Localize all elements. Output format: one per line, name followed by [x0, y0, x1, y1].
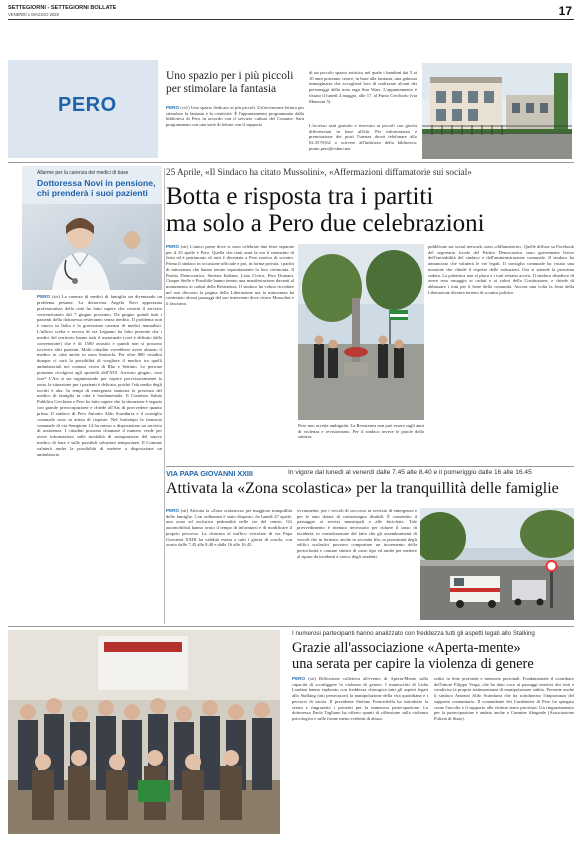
bottom-headline — [292, 640, 574, 672]
main-article-ref: (sir) — [180, 244, 189, 249]
main-article-caption: Pero non accetta ambiguità. La Resistenza non può essere sugli anni di violenza e revisionismo. Per il sindaco invece le parole della sinistra. — [298, 423, 424, 440]
sidebar-headline: Dottoressa Novi in pensione, chi prenderà i suoi pazienti — [37, 178, 156, 198]
masthead-title: SETTEGIORNI - SETTEGIORNI BOLLATE — [8, 5, 117, 11]
sidebar-body — [37, 294, 162, 624]
sidebar-ref: (sir) — [52, 294, 60, 299]
main-article-headline-line1: Botta e risposta tra i partiti — [166, 183, 434, 210]
main-article-kicker: 25 Aprile, «Il Sindaco ha citato Mussolini», «Affermazioni diffamatorie sui social» — [166, 167, 472, 177]
bottom-headline-line1: Grazie all'associazione «Aperta-mente» — [292, 640, 521, 656]
sidebar-text: La carenza di medici di famiglia sta diventando un problema pesante. La dottoressa Angela Novi apprezzata professionista della città ha fatto sapere che cesserà il servizio convenzionato dal 7 giugno prossimo. Da giugno quindi tutti i pazienti della dottoressa resteranno senza medico. Il problema non è nuovo in Italia e la gravissima carenza di medici mutualisti. L'ufficio scelta e revoca di via Legnano ha fatto presente che i medici del territorio hanno tutti il massimale (così è definito dalla convenzione) che è di 1500 assistiti e quindi non si possono iscrivere altri pazienti. Molti cittadini vorrebbero avere almeno il medico in città anche in zona limitrofa. Per oltre 800 cittadini dunque ci sarà la possibilità di scegliere il medico tra quelli ambulatoriali nei comuni vicini di Rho e Settimo. Le persone potranno rivolgersi agli sportelli dell'ATS. Arrivato giugno, cosa fare? L'Ats si sta organizzando per coprire provvisoriamente la zona, la situazione per i pazienti è delicata, poiché l'età media degli iscritti è alta. In tempi di emergenza sanitaria la presenza del medico di famiglia in città è fondamentale. Il Comitato Salute Pubblica Cerchiate e Pero ha fatto sapere che la situazione è seguita con grande preoccupazione e chiede all'Ats di provvedere quanto prima. Il sindaco di Pero Antonio Aldo Scandurra e il consiglio comunale sono in attesa di risposte. Nel frattempo la farmacia comunale di via Sempione 14 ha messo a disposizione un servizio di assistenza. I cittadini possono chiamare il numero verde per avere informazioni sulle modalità di assegnazione del nuovo medico di base e sulle possibili soluzioni temporanee. Il Comune valuterà anche la possibilità di mettere a disposizione un ambulatorio. — [37, 294, 162, 457]
group-photo — [8, 630, 280, 834]
masthead-date: VENERDÌ 1 MAGGIO 2020 — [8, 12, 59, 17]
sidebar-lead: PERO — [37, 294, 51, 299]
school-rule — [166, 466, 574, 467]
top-article-ref: (cs1) — [180, 105, 190, 110]
top-article-col3: L'accesso sarà gratuito e riservato ai piccoli con giochi differenziati in base all'età. Per informazioni e prenotazione dei posti l'utenza dovrà telefonare allo 02.3570162 o scrivere all'indirizzo della biblioteca: punto.pero@csbno.net — [309, 123, 417, 151]
school-kicker: In vigore dal lunedì al venerdì dalle 7.45 alle 8.40 e il pomeriggio dalle 16 alle 16.45 — [288, 469, 532, 476]
main-article-lead: PERO — [166, 244, 180, 249]
school-col2: ovviamente, per i veicoli di soccorso in servizio di emergenza e per le auto dotate di contrassegno disabili. È consentito il passaggio ai servizi municipali e alle biciclette. Tale provvedimento è ritenuto necessario per ridurre il tasso di incidenti, in considerazione del fatto che gli assembramenti di veicoli che in fermata, anche in seconda fila, in prossimità degli edifici scolastici possono comportare un incremento della pericolosità e causare sinistri di vario tipo ed anche per mettere al riparo da incidenti a carico degli studenti. — [297, 508, 417, 559]
doctor-photo — [22, 204, 162, 290]
top-article-col1 — [166, 105, 304, 153]
main-article-headline — [166, 183, 574, 237]
main-article-headline-line2: ma solo a Pero due celebrazioni — [166, 210, 485, 237]
top-rule — [8, 162, 574, 163]
top-article-col1-text: Uno spazio dedicato ai più piccoli. Un'avvincente lettura per stimolare la fantasia e la creatività. È l'appuntamento programmato dalla biblioteca di Pero in accordo con il servizio cultura del Comune. Sarà programmata con una serie di letture con il supporto — [166, 105, 304, 128]
main-article-col1 — [166, 244, 294, 462]
top-article-lead: PERO — [166, 105, 180, 110]
school-ref: (sir) — [180, 508, 189, 513]
sidebar-kicker: Allarme per la carenza dei medici di base — [37, 170, 129, 176]
top-article-title-line1: Uno spazio per i più piccoli — [166, 70, 294, 82]
masthead-rule — [8, 19, 574, 20]
bottom-headline-line2: una serata per capire la violenza di genere — [292, 656, 534, 672]
street-photo — [420, 508, 574, 620]
bottom-col1-text: Riflessione collettiva all'evento di Aperta-Mente sulla capacità di sconfiggere la violenza di genere. I manoscritti di Lidia Laudani hanno esplorato con freddezza chirurgica tutti gli aspetti legati allo Stalking (atti persecutori) la manipolazione della vita quotidiana e i percorsi di uscita. Il presidente Stefano Formichella ha introdotto la serata e ringraziato i presenti per la numerosa partecipazione. La dottoressa Paola Tagliano ha offerto spunti di riflessione sulla violenza psicologica e sulle forme meno evidenti di abuso. — [292, 676, 428, 721]
bottom-ref: (sir) — [308, 676, 316, 681]
top-article-col2: di un piccolo spazio artistico nel quale i bambini dai 5 ai 10 anni potranno creare, in base alla fantasia, una galassia immaginaria che accoglierà loro di realizzare alcuni dei personaggi della nota saga Star Wars. L'appuntamento è fissato il lunedì 4 maggio, alle 17, al Punto Cerchiolo (via Manzoni 5). — [309, 70, 417, 104]
school-building-photo — [422, 63, 572, 159]
sidebar-divider — [164, 168, 165, 624]
school-lead: PERO — [166, 508, 180, 513]
school-col1-text: Attivata la «Zona scolastica» per maggiore tranquillità delle famiglie. Con ordinanza è stato disposto, da lunedì 27 aprile, una zona ad esclusiva pedonalità nelle vie del centro. Gli automobilisti hanno avuto il tempo di informarsi e di modificare il proprio percorso. La chiusura al traffico veicolare di via Papa Giovanni XXIII ha validità estesa a tutti i giorni di scuola, con orario dalle 7.45 alle 8.40 e dalle 16 alle 16.45. — [166, 508, 292, 548]
masthead — [8, 4, 574, 18]
page-number: 17 — [558, 4, 572, 18]
section-label: PERO — [58, 94, 117, 116]
bottom-kicker: I numerosi partecipanti hanno analizzato con freddezza tutti gli aspetti legati allo Stalking — [292, 630, 535, 637]
main-article-col1-text: L'unico paese dove si sono celebrate due feste separate per il 25 aprile è Pero. Quella che tanti anni fa era il momento di festa ed è patrimonio di tutti è diventata a Pero motivo di scontro. Prima il sindaco in occasione ufficiale e poi, in forma privata, i partiti di minoranza che hanno tenuto separatamente la loro cerimonia. Il Partito Democratico, Sinistra Italiana, Lista Civica, Pero Domani, Cinque Stelle e Possibile hanno tenuto una manifestazione davanti al monumento ai caduti della Resistenza. Il sindaco ha voluto ricordare nel suo discorso la pagina della Liberazione ma la minoranza ha contestato alcuni passaggi del suo intervento dove citava Mussolini e il fascismo. — [166, 244, 294, 307]
top-article-title-line2: per stimolare la fantasia — [166, 83, 277, 95]
school-col1 — [166, 508, 292, 618]
school-street: VIA PAPA GIOVANNI XXIII — [166, 469, 253, 478]
bottom-col2: radici in fette profonde e memorie personali. Fondamentale il contributo dell'attore Filippo Verga, che ha dato voce ai passaggi emotivi dei testi e condiviso la propria testimonianza di manipolazione subita. Presente anche il sindaco Antonio Aldo Scandurra che ha sottolineato l'importanza del supporto comunitario. Il comandante dei Carabinieri di Pero ha spiegato come l'ascolto e il supporto alle vittime siano prioritari. Un ringraziamento per la partecipazione è andato anche a Carmine Abagnale (Associazione Polizia di Stato). — [434, 676, 574, 721]
ceremony-photo — [298, 244, 424, 420]
bottom-rule — [8, 626, 574, 627]
main-article-col3: pubblicate sui social network, sono «diffamatorie». Quelle diffuse su Facebook del segretario locale del Partito Democratico sono gravemente lesive dell'onorabilità del sindaco e dell'amministrazione comunale. Il sindaco ha annunciato che valuterà le vie legali. Il consiglio comunale ha votato una mozione che chiede il rispetto delle istituzioni. Ora si attende la prossima seduta. La polemica non si placa e i toni restano accesi. Il sindaco ribadisce di avere reso omaggio ai caduti e ai valori della Costituzione, e chiede di abbassare i toni per il bene della comunità. Ancora una volta la festa della Liberazione diventa terreno di scontro politico. — [428, 244, 574, 295]
bottom-col1 — [292, 676, 428, 836]
bottom-lead: PERO — [292, 676, 306, 681]
school-headline: Attivata la «Zona scolastica» per la tranquillità delle famiglie — [166, 480, 559, 497]
